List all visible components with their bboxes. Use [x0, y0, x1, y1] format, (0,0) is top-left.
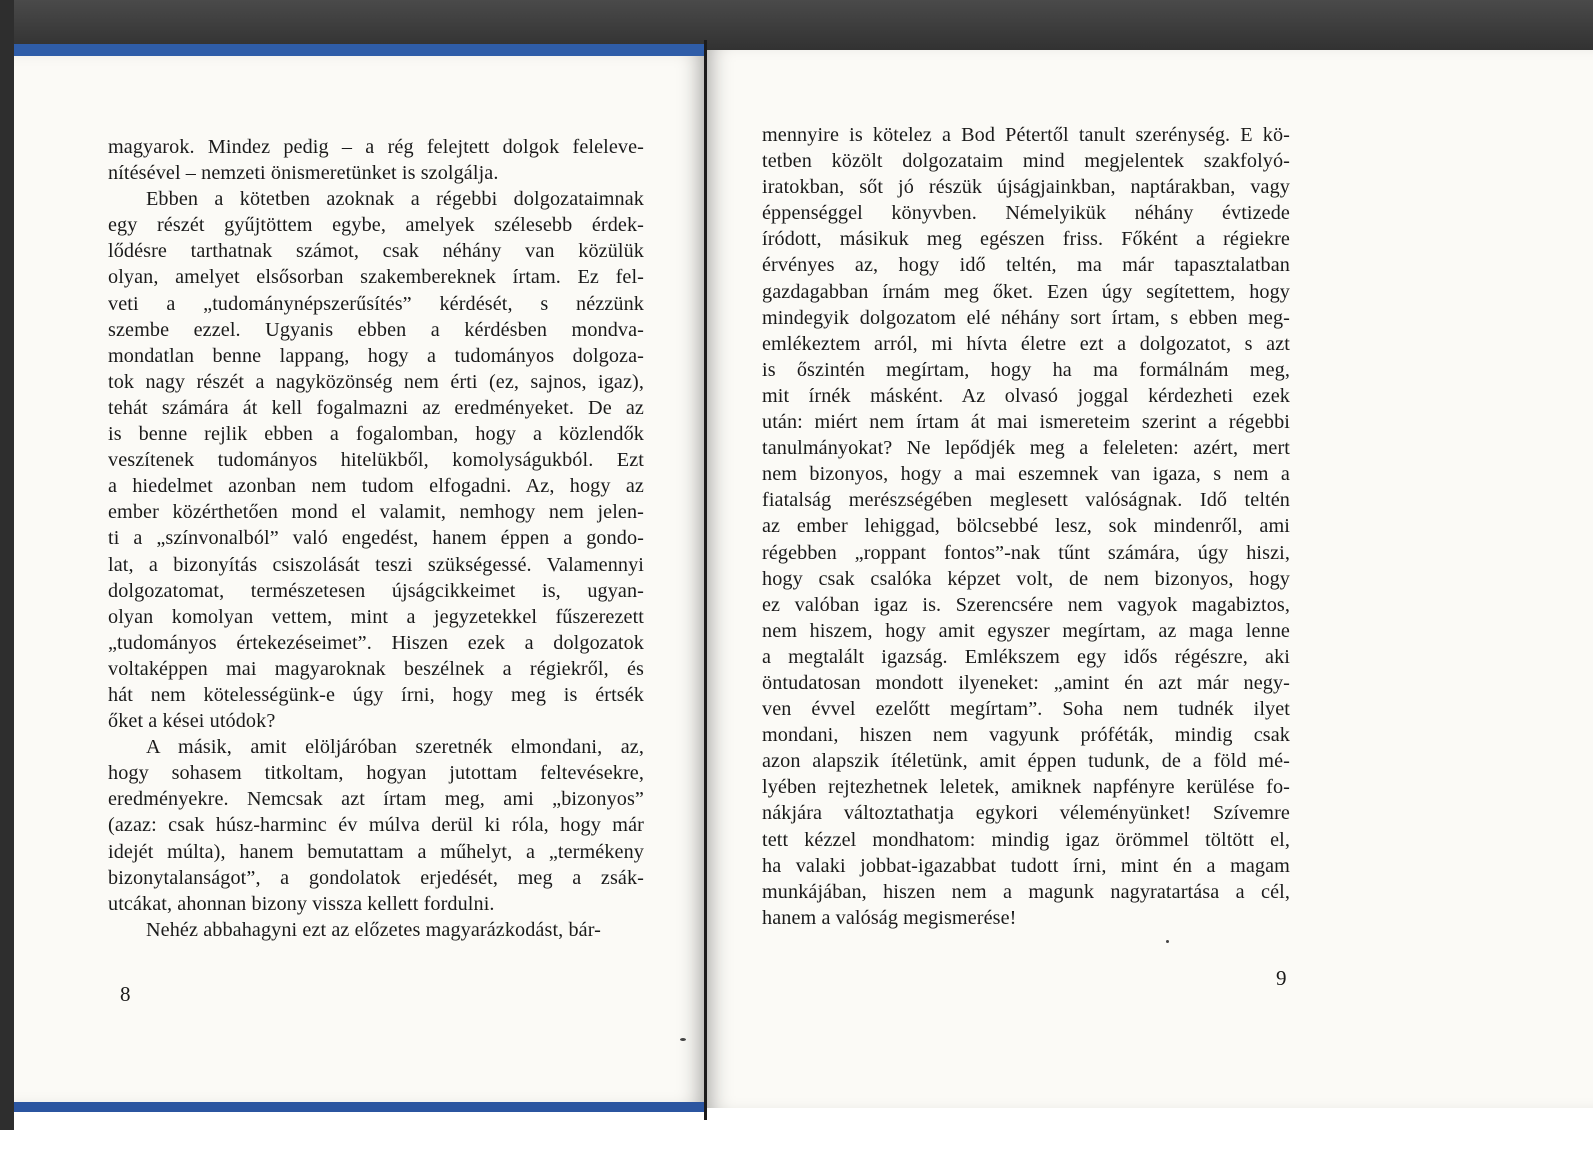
text-line: olyan, amelyet elsősorban szakembereknek írtam. Ez fel-	[108, 266, 644, 289]
text-line: ember közérthetően mond el valamit, nemhogy nem jelen-	[108, 501, 644, 524]
text-line: mit írnék másként. Az olvasó joggal kérdezheti ezek	[762, 384, 1290, 407]
text-line: Ebben a kötetben azoknak a régebbi dolgozataimnak	[146, 188, 644, 211]
text-line: olyan komolyan vettem, mint a jegyzetekkel fűszerezett	[108, 605, 644, 628]
right-page-body	[762, 122, 1290, 931]
text-line: hogy sohasem titkoltam, hogyan jutottam feltevésekre,	[108, 762, 644, 785]
text-line: eredményekre. Nemcsak azt írtam meg, ami „bizonyos”	[108, 788, 644, 811]
text-line: éppenséggel könyvben. Némelyikük néhány évtizede	[762, 202, 1290, 225]
text-line: iratokban, sőt jó részük újságjainkban, naptárakban, vagy	[762, 176, 1290, 199]
text-line: hogy csak csalóka képzet volt, de nem bizonyos, hogy	[762, 567, 1290, 590]
text-line: íródott, másikuk meg egészen friss. Főként a régiekre	[762, 228, 1290, 251]
text-line: a megtalált igazság. Emlékszem egy idős régészre, aki	[762, 645, 1290, 668]
page-number-right: 9	[1276, 966, 1287, 990]
text-line: mondatlan benne lappang, hogy a tudományos dolgoza-	[108, 344, 644, 367]
dust-speck	[1166, 940, 1169, 943]
text-line: is benne rejlik ebben a fogalomban, hogy a közlendők	[108, 423, 644, 446]
text-line: gazdagabban írnám meg őket. Ezen úgy segítettem, hogy	[762, 280, 1290, 303]
text-line: mondani, hiszen nem vagyunk próféták, mindig csak	[762, 724, 1290, 747]
text-line: utcákat, ahonnan bizony vissza kellett fordulni.	[108, 892, 495, 915]
text-line: tanulmányokat? Ne lepődjék meg a feleleten: azért, mert	[762, 437, 1290, 460]
text-line: „tudományos értekezéseimet”. Hiszen ezek a dolgozatok	[108, 631, 644, 654]
text-line: tetben közölt dolgozataim mind megjelentek szakfolyó-	[762, 150, 1290, 173]
text-line: a hiedelmet azonban nem tudom elfogadni. Az, hogy az	[108, 475, 644, 498]
text-line: tok nagy részét a nagyközönség nem érti (ez, sajnos, igaz),	[108, 370, 644, 393]
text-line: emlékeztem arról, mi hívta életre ezt a dolgozatot, s azt	[762, 332, 1290, 355]
text-line: magyarok. Mindez pedig – a rég felejtett dolgok feleleve-	[108, 136, 644, 158]
text-line: őket a kései utódok?	[108, 710, 276, 733]
text-line: ven évvel ezelőtt megírtam”. Soha nem tudnék ilyet	[762, 698, 1290, 721]
book-cover-edge-top	[14, 44, 704, 56]
text-line: munkájában, hiszen nem a magunk nagyratartása a cél,	[762, 880, 1290, 903]
text-line: voltaképpen mai magyaroknak beszélnek a régiekről, és	[108, 657, 644, 680]
text-line: érvényes az, hogy idő teltén, ma már tapasztalatban	[762, 254, 1290, 277]
text-line: az ember lehiggad, bölcsebbé lesz, sok mindenről, ami	[762, 515, 1290, 538]
text-line: veti a „tudománynépszerűsítés” kérdését, s nézzünk	[108, 292, 644, 315]
text-line: dolgozatomat, természetesen újságcikkeimet is, ugyan-	[108, 579, 644, 602]
text-line: öntudatosan mondott ilyeneket: „amint én azt már negy-	[762, 671, 1290, 694]
text-line: egy részét gyűjtöttem egybe, amelyek szélesebb érdek-	[108, 214, 644, 237]
text-line: ha valaki jobbat-igazabbat tudott írni, mint én a magam	[762, 854, 1290, 877]
text-line: tehát számára át kell fogalmazni az eredményeket. De az	[108, 396, 644, 419]
text-line: mindegyik dolgozatom elé néhány sort írtam, s ebben meg-	[762, 306, 1290, 329]
text-line: ez valóban igaz is. Szerencsére nem vagyok magabiztos,	[762, 593, 1290, 616]
text-line: régebben „roppant fontos”-nak tűnt számára, úgy hiszi,	[762, 541, 1290, 564]
text-line: tett kézzel mondhatom: mindig igaz örömmel töltött el,	[762, 828, 1290, 851]
text-line: nem hiszem, hogy amit egyszer megírtam, az maga lenne	[762, 619, 1290, 642]
text-line: hanem a valóság megismerése!	[762, 906, 1017, 929]
text-line: bizonytalanságot”, a gondolatok erjedését, meg a zsák-	[108, 866, 644, 889]
text-line: fiatalság merészségében meglesett valóságnak. Idő teltén	[762, 489, 1290, 512]
book-gutter	[704, 40, 707, 1120]
text-line: lyében rejtezhetnek leletek, amiknek napfényre kerülése fo-	[762, 776, 1290, 799]
text-line: lat, a bizonyítás csiszolását teszi szükségessé. Valamennyi	[108, 553, 644, 576]
page-number-left: 8	[120, 982, 131, 1006]
text-line: Nehéz abbahagyni ezt az előzetes magyarázkodást, bár-	[146, 918, 601, 941]
dust-speck	[680, 1038, 686, 1041]
text-line: ti a „színvonalból” való engedést, hanem éppen a gondo-	[108, 527, 644, 550]
scanner-background-left	[0, 0, 14, 1130]
text-line: mennyire is kötelez a Bod Pétertől tanult szerénység. E kö-	[762, 124, 1290, 146]
text-line: azon alapszik ítéletünk, amit éppen tudunk, de a föld mé-	[762, 750, 1290, 773]
text-line: hát nem kötelességünk-e úgy írni, hogy meg is értsék	[108, 683, 644, 706]
text-line: is őszintén megírtam, hogy ha ma formálnám meg,	[762, 358, 1290, 381]
text-line: (azaz: csak húsz-harminc év múlva derül ki róla, hogy már	[108, 814, 644, 837]
text-line: nítésével – nemzeti önismeretünket is szolgálja.	[108, 162, 499, 185]
text-line: lődésre tarthatnak számot, csak néhány van közülük	[108, 240, 644, 263]
text-line: idejét múlta), hanem bemutattam a műhelyt, a „termékeny	[108, 840, 644, 863]
text-line: nem bizonyos, hogy a mai eszemnek van igaza, s nem a	[762, 463, 1290, 486]
text-line: után: miért nem írtam át mai ismereteim szerint a régebbi	[762, 411, 1290, 434]
text-line: A másik, amit elöljáróban szeretnék elmondani, az,	[146, 736, 644, 759]
text-line: nákjára változtathatja egykori véleményünket! Szívemre	[762, 802, 1290, 825]
left-page-body	[108, 134, 644, 943]
text-line: veszítenek tudományos hitelükből, komolyságukból. Ezt	[108, 449, 644, 472]
text-line: szembe ezzel. Ugyanis ebben a kérdésben mondva-	[108, 318, 644, 341]
